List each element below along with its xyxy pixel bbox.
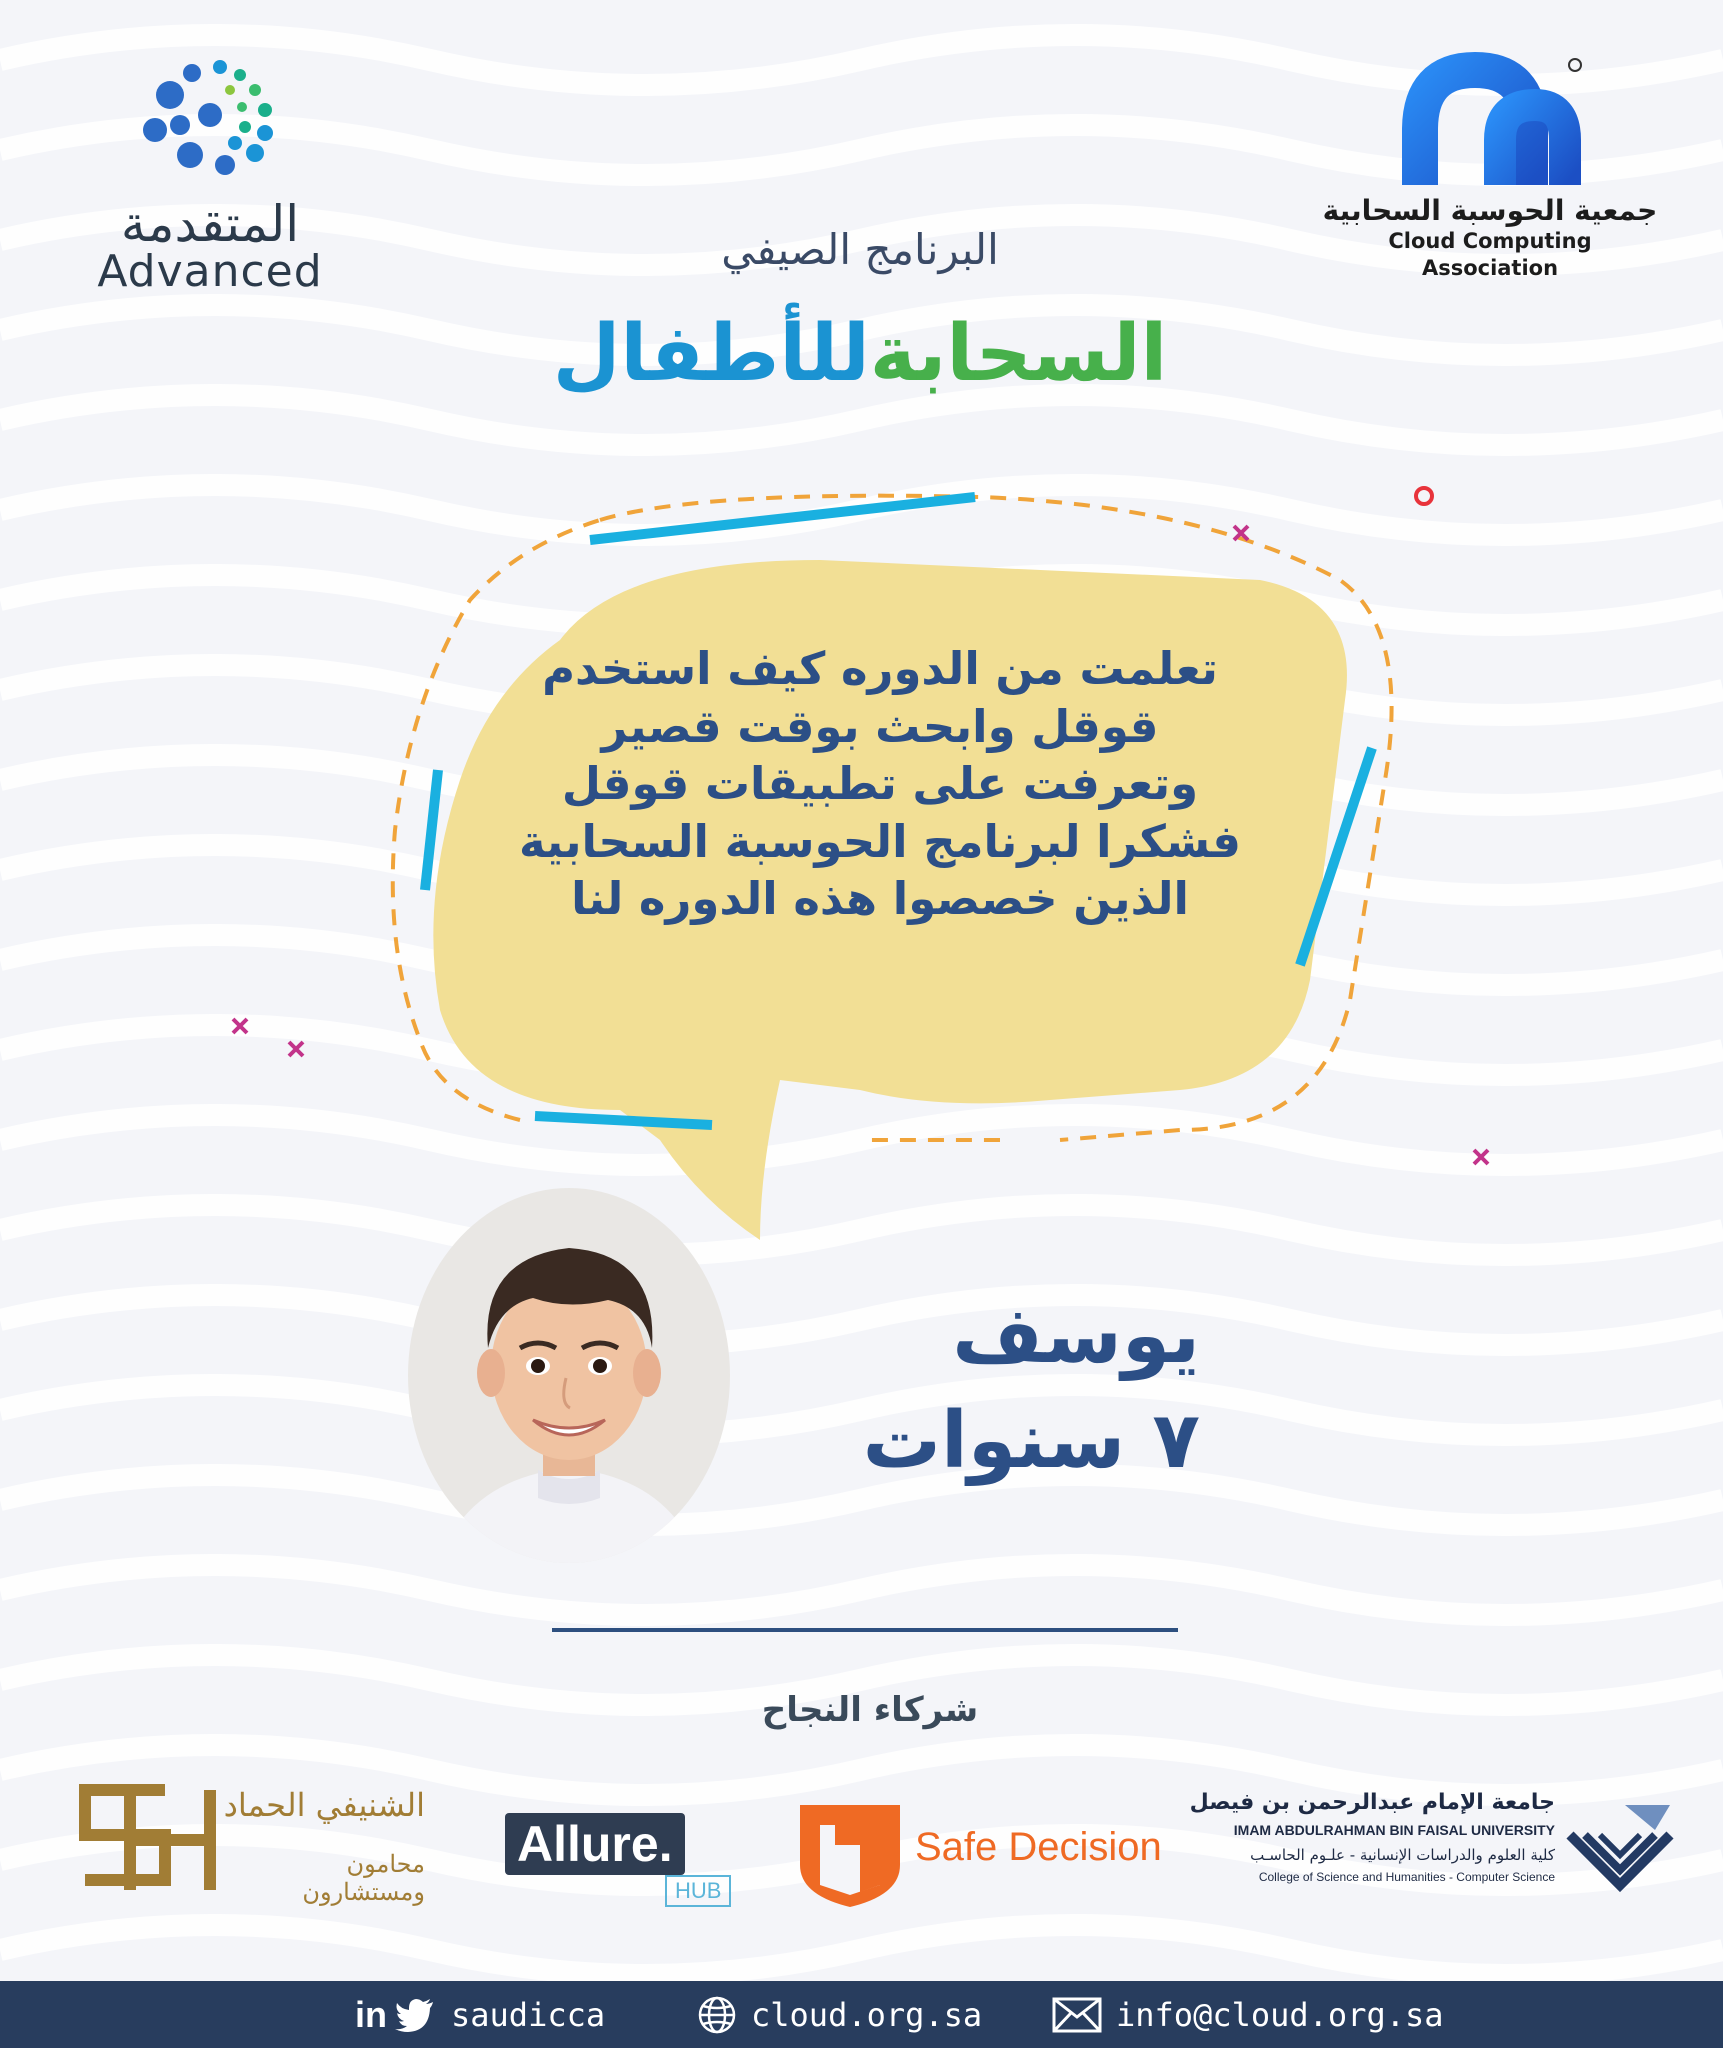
shinawi-tagline: محامون ومستشارون xyxy=(302,1850,425,1906)
partner-imam-university-logo xyxy=(1189,1790,1680,1910)
program-title-word-1: السحابة xyxy=(869,309,1168,399)
cca-arabic-name: جمعية الحوسبة السحابية xyxy=(1322,194,1658,227)
accent-line-top xyxy=(590,497,975,540)
imam-arabic-title: جامعة الإمام عبدالرحمن بن فيصل xyxy=(1189,1790,1555,1815)
partners-heading: شركاء النجاح xyxy=(761,1690,979,1730)
testimonial-line-4: فشكرا لبرنامج الحوسبة السحابية xyxy=(518,814,1242,868)
allure-name: Allure. xyxy=(505,1813,685,1875)
child-age: ٧ سنوات xyxy=(862,1396,1200,1486)
testimonial-line-2: قوقل وابحث بوقت قصير xyxy=(601,699,1159,753)
child-photo xyxy=(408,1188,730,1563)
imam-university-emblem-icon xyxy=(1565,1795,1675,1895)
advanced-english-name: Advanced xyxy=(97,246,323,297)
partner-safe-decision-logo xyxy=(790,1795,1180,1910)
imam-english-college: College of Science and Humanities - Computer Science xyxy=(1258,1870,1555,1884)
footer-website[interactable] xyxy=(697,1981,982,2048)
partner-allure-logo xyxy=(505,1805,745,1910)
globe-icon xyxy=(697,1995,737,2035)
testimonial-text xyxy=(470,640,1290,928)
red-ring-mark xyxy=(1416,488,1432,504)
footer-bar xyxy=(0,1981,1723,2048)
footer-email[interactable] xyxy=(1052,1981,1444,2048)
testimonial-line-5: الذين خصصوا هذه الدوره لنا xyxy=(571,872,1189,926)
email-link[interactable]: info@cloud.org.sa xyxy=(1116,1995,1444,2034)
twitter-icon[interactable] xyxy=(395,1998,435,2032)
footer-social[interactable] xyxy=(355,1981,605,2048)
website-link[interactable]: cloud.org.sa xyxy=(751,1995,983,2034)
program-label: البرنامج الصيفي xyxy=(721,225,999,274)
social-handle[interactable]: saudicca xyxy=(451,1995,606,2034)
imam-arabic-college: كلية العلوم والدراسات الإنسانية - علـوم الحاسـب xyxy=(1250,1846,1555,1864)
envelope-icon xyxy=(1052,1997,1102,2033)
testimonial-line-1: تعلمت من الدوره كيف استخدم xyxy=(542,642,1218,695)
advanced-arabic-name: المتقدمة xyxy=(120,195,300,253)
imam-english-title: IMAM ABDULRAHMAN BIN FAISAL UNIVERSITY xyxy=(1233,1822,1555,1838)
accent-line-left xyxy=(425,770,438,890)
safe-decision-shield-icon xyxy=(790,1795,910,1910)
section-divider xyxy=(552,1628,1178,1632)
cca-english-name: Cloud Computing Association xyxy=(1388,228,1592,280)
safe-decision-name: Safe Decision xyxy=(915,1825,1162,1869)
program-title-word-2: للأطفال xyxy=(552,309,870,399)
child-name: يوسف xyxy=(952,1291,1200,1381)
linkedin-icon[interactable]: in xyxy=(355,1993,387,2035)
partner-shinawi-logo xyxy=(70,1775,430,1905)
shinawi-name: الشنيفي الحماد xyxy=(223,1786,425,1824)
allure-hub-tag: HUB xyxy=(665,1875,731,1907)
testimonial-line-3: وتعرفت على تطبيقات قوقل xyxy=(561,757,1199,811)
